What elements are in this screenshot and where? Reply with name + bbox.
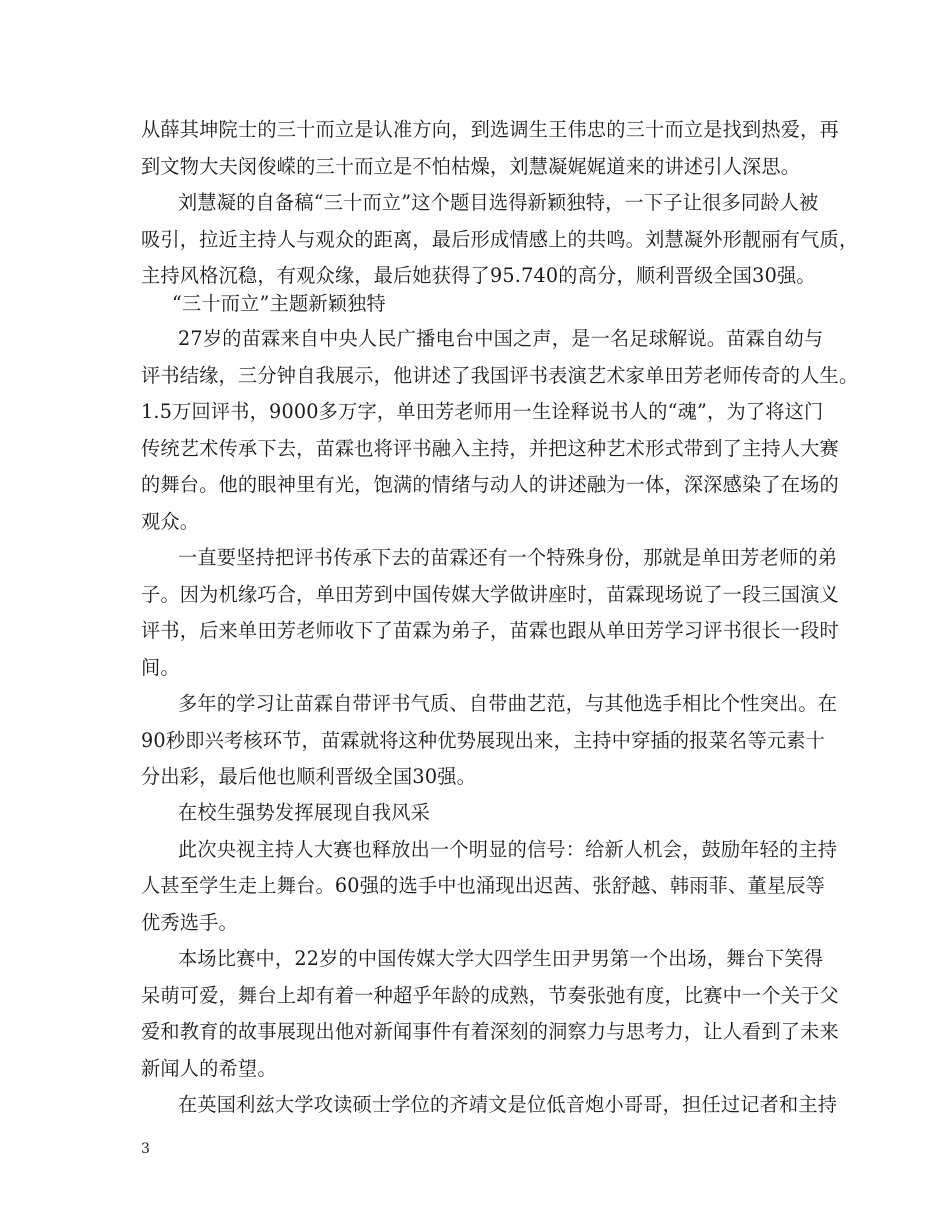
text-line: 在英国利兹大学攻读硕士学位的齐靖文是位低音炮小哥哥，担任过记者和主持 (178, 1093, 838, 1116)
text-line: 人甚至学生走上舞台。60强的选手中也涌现出迟茜、张舒越、韩雨菲、董星辰等 (141, 874, 825, 897)
text-line: 吸引，拉近主持人与观众的距离，最后形成情感上的共鸣。刘慧凝外形靓丽有气质， (141, 228, 859, 251)
text-line: 主持风格沉稳，有观众缘，最后她获得了95.740的高分，顺利晋级全国30强。 (141, 264, 816, 287)
text-line: 评书结缘，三分钟自我展示，他讲述了我国评书表演艺术家单田芳老师传奇的人生。 (141, 364, 859, 387)
text-line: 本场比赛中，22岁的中国传媒大学大四学生田尹男第一个出场，舞台下笑得 (178, 947, 824, 970)
text-line: 的舞台。他的眼神里有光，饱满的情绪与动人的讲述融为一体，深深感染了在场的 (141, 473, 839, 496)
text-line: 子。因为机缘巧合，单田芳到中国传媒大学做讲座时，苗霖现场说了一段三国演义 (141, 583, 839, 606)
text-line: 间。 (141, 656, 180, 679)
text-line: 评书，后来单田芳老师收下了苗霖为弟子，苗霖也跟从单田芳学习评书很长一段时 (141, 619, 839, 642)
text-line: 到文物大夫闵俊嵘的三十而立是不怕枯燥，刘慧凝娓娓道来的讲述引人深思。 (141, 155, 801, 178)
text-line: 刘慧凝的自备稿“三十而立”这个题目选得新颖独特，一下子让很多同龄人被 (178, 191, 819, 214)
section-heading: “三十而立”主题新颖独特 (172, 292, 386, 315)
text-line: 1.5万回评书，9000多万字，单田芳老师用一生诠释说书人的“魂”，为了将这门 (141, 400, 824, 423)
text-line: 此次央视主持人大赛也释放出一个明显的信号：给新人机会，鼓励年轻的主持 (178, 838, 838, 861)
text-line: 90秒即兴考核环节，苗霖就将这种优势展现出来，主持中穿插的报菜名等元素十 (141, 729, 825, 752)
text-line: 多年的学习让苗霖自带评书气质、自带曲艺范，与其他选手相比个性突出。在 (178, 692, 838, 715)
section-heading: 在校生强势发挥展现自我风采 (178, 801, 431, 824)
text-line: 观众。 (141, 510, 200, 533)
text-line: 新闻人的希望。 (141, 1057, 277, 1080)
page-number: 3 (141, 1141, 150, 1157)
text-line: 爱和教育的故事展现出他对新闻事件有着深刻的洞察力与思考力，让人看到了未来 (141, 1020, 839, 1043)
text-line: 从薛其坤院士的三十而立是认准方向，到选调生王伟忠的三十而立是找到热爱，再 (141, 118, 839, 141)
text-line: 27岁的苗霖来自中央人民广播电台中国之声，是一名足球解说。苗霖自幼与 (178, 327, 824, 350)
text-line: 优秀选手。 (141, 911, 238, 934)
text-line: 传统艺术传承下去，苗霖也将评书融入主持，并把这种艺术形式带到了主持人大赛 (141, 437, 839, 460)
text-line: 分出彩，最后他也顺利晋级全国30强。 (141, 765, 477, 788)
text-line: 呆萌可爱，舞台上却有着一种超乎年龄的成熟，节奏张弛有度，比赛中一个关于父 (141, 984, 839, 1007)
text-line: 一直要坚持把评书传承下去的苗霖还有一个特殊身份，那就是单田芳老师的弟 (178, 546, 838, 569)
